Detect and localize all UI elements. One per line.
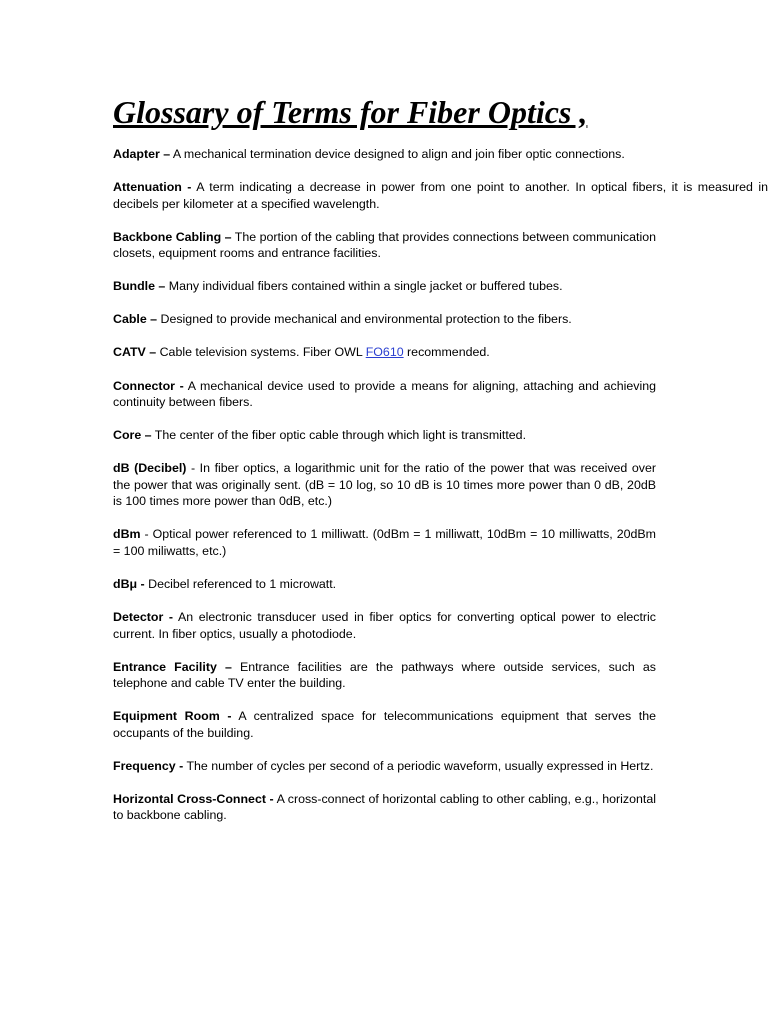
term: Cable –: [113, 312, 158, 327]
glossary-page: [113, 92, 768, 841]
term: Detector -: [113, 610, 174, 625]
term: Horizontal Cross-Connect -: [113, 791, 274, 806]
definition: Many individual fibers contained within a single jacket or buffered tubes.: [165, 279, 563, 294]
page-title: Glossary of Terms for Fiber Optics ,: [113, 94, 588, 130]
term: Connector -: [113, 378, 184, 393]
term: Core –: [113, 428, 152, 443]
glossary-entry-horizontal-cross-connect: [113, 791, 656, 824]
definition: Decibel referenced to 1 microwatt.: [144, 576, 337, 591]
glossary-entry-adapter: [113, 146, 656, 163]
definition: The number of cycles per second of a periodic waveform, usually expressed in Hertz.: [183, 758, 654, 773]
glossary-entry-dbm: [113, 526, 656, 559]
glossary-entry-backbone-cabling: [113, 229, 656, 262]
glossary-entry-equipment-room: [113, 708, 656, 741]
definition: A mechanical termination device designed to align and join fiber optic connections.: [170, 147, 625, 161]
definition: A centralized space for telecommunications equipment that serves the occupants of the building.: [113, 709, 656, 740]
definition: The center of the fiber optic cable through which light is transmitted.: [151, 428, 527, 443]
glossary-entry-bundle: [113, 278, 656, 295]
glossary-entry-entrance-facility: [113, 659, 656, 692]
term: dBμ -: [113, 576, 145, 591]
definition: A cross-connect of horizontal cabling to other cabling, e.g., horizontal to backbone cabling.: [113, 791, 656, 823]
term: Equipment Room -: [113, 709, 232, 724]
definition: An electronic transducer used in fiber optics for converting optical power to electric current. In fiber optics, usually a photodiode.: [113, 610, 656, 641]
term: Bundle –: [113, 279, 166, 294]
glossary-entry-frequency: [113, 758, 656, 775]
glossary-entry-attenuation: [113, 179, 768, 212]
definition: A mechanical device used to provide a means for aligning, attaching and achieving continuity between fibers.: [113, 378, 656, 410]
glossary-entry-core: [113, 427, 656, 444]
glossary-entry-cable: [113, 311, 656, 328]
term: Frequency -: [113, 758, 184, 773]
term: Attenuation -: [113, 180, 192, 195]
definition: - Optical power referenced to 1 milliwatt. (0dBm = 1 milliwatt, 10dBm = 10 milliwatts, 20dBm = 100 miliwatts, etc.): [113, 527, 656, 558]
definition: Cable television systems. Fiber OWL: [156, 345, 366, 360]
term: Backbone Cabling –: [113, 229, 232, 244]
fo610-link[interactable]: FO610: [365, 345, 404, 360]
glossary-entry-dbmu: [113, 576, 656, 593]
definition: A term indicating a decrease in power from one point to another. In optical fibers, it is measured in decibels per kilometer at a specified wavelength.: [113, 180, 768, 211]
term: dB (Decibel): [113, 461, 187, 476]
glossary-entry-detector: [113, 609, 656, 642]
glossary-entry-db: [113, 460, 656, 510]
glossary-entry-connector: [113, 378, 656, 411]
glossary-entry-catv: [113, 344, 656, 361]
definition-after: recommended.: [403, 345, 490, 360]
definition: - In fiber optics, a logarithmic unit for the ratio of the power that was received over the power that was originally sent. (dB = 10 log, so 10 dB is 10 times more power than 0 dB, 20dB is 100 times more power than 0dB, etc.): [113, 461, 656, 509]
term: dBm: [113, 527, 141, 542]
term: CATV –: [113, 345, 157, 360]
definition: Designed to provide mechanical and environmental protection to the fibers.: [157, 312, 572, 327]
term: Adapter –: [113, 147, 171, 161]
term: Entrance Facility –: [113, 659, 232, 674]
definition: Entrance facilities are the pathways where outside services, such as telephone and cable TV enter the building.: [113, 659, 656, 691]
definition: The portion of the cabling that provides connections between communication closets, equipment rooms and entrance facilities.: [113, 229, 656, 261]
